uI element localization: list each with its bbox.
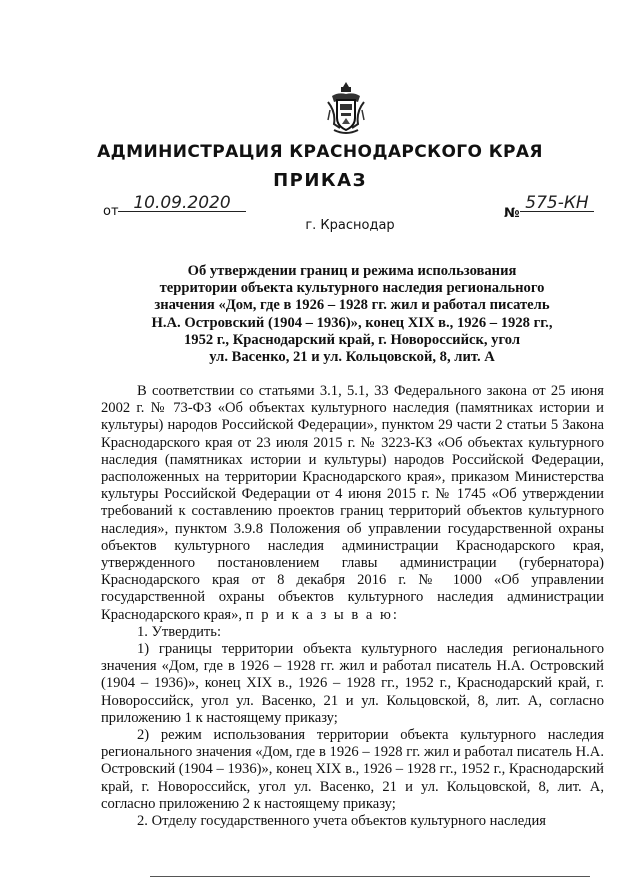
organization-name: АДМИНИСТРАЦИЯ КРАСНОДАРСКОГО КРАЯ — [97, 142, 543, 162]
preamble-paragraph — [101, 383, 604, 624]
date-prefix: от — [103, 204, 119, 219]
title-line: территории объекта культурного наследия регионального — [159, 280, 545, 297]
order-date: 10.09.2020 — [118, 195, 246, 212]
clause-1: 1. Утвердить: — [137, 623, 222, 640]
clause-2: 2. Отделу государственного учета объектов культурного наследия — [137, 813, 546, 830]
order-number: 575-КН — [520, 195, 594, 212]
order-word: п р и к а з ы в а ю: — [245, 606, 399, 623]
page-bottom-divider — [150, 876, 590, 877]
number-prefix: № — [504, 206, 520, 221]
clause-1-2: 2) режим использования территории объекта культурного наследия регионального значения «Дом, где в 1926 – 1928 гг. жил и работал писатель Н.А. Островский (1904 – 1936)», конец XIX в., 1926 – 1928 гг., 1952 г., Краснодарский край, г. Новороссийск, угол ул. Васенко, 21 и ул. Кольцовской, 8, лит. А, согласно приложению 2 к настоящему приказу; — [101, 727, 604, 812]
city-name: г. Краснодар — [305, 218, 395, 233]
document-type: ПРИКАЗ — [273, 170, 367, 191]
document-title — [80, 263, 624, 366]
title-line: 1952 г., Краснодарский край, г. Новороссийск, угол — [183, 331, 521, 348]
clause-1-1: 1) границы территории объекта культурного наследия регионального значения «Дом, где в 1926 – 1928 гг. жил и работал писатель Н.А. Островский (1904 – 1936)», конец XIX в., 1926 – 1928 гг., 1952 г., Краснодарский край, г. Новороссийск, угол ул. Васенко, 21 и ул. Кольцовской, 8, лит. А, согласно приложению 1 к настоящему приказу; — [101, 641, 604, 726]
title-line: Н.А. Островский (1904 – 1936)», конец XIX в., 1926 – 1928 гг., — [151, 314, 553, 331]
document-body — [101, 383, 604, 830]
preamble-text: В соответствии со статьями 3.1, 5.1, 33 Федерального закона от 25 июня 2002 г. № 73-ФЗ «Об объектах культурного наследия (памятниках истории и культуры) народов Российской Федерации», пунктом 29 части 2 статьи 5 Закона Краснодарского края от 23 июля 2015 г. № 3223-КЗ «Об объектах культурного наследия (памятниках истории и культуры) народов Российской Федерации, расположенных на территории Краснодарского края», приказом Министерства культуры Российской Федерации от 4 июня 2015 г. № 1745 «Об утверждении требований к составлению проектов границ территорий объектов культурного наследия», пунктом 3.9.8 Положения об управлении государственной охраны объектов культурного наследия администрации Краснодарского края, утвержденного постановлением главы администрации (губернатора) Краснодарского края от 8 декабря 2016 г. № 1000 «Об управлении государственной охраны объектов культурного наследия администрации Краснодарского края», — [101, 383, 604, 623]
title-line: значения «Дом, где в 1926 – 1928 гг. жил и работал писатель — [154, 297, 550, 314]
title-line: Об утверждении границ и режима использования — [187, 263, 517, 279]
title-line: ул. Васенко, 21 и ул. Кольцовской, 8, лит. А — [209, 349, 495, 366]
coat-of-arms-icon — [326, 80, 366, 138]
